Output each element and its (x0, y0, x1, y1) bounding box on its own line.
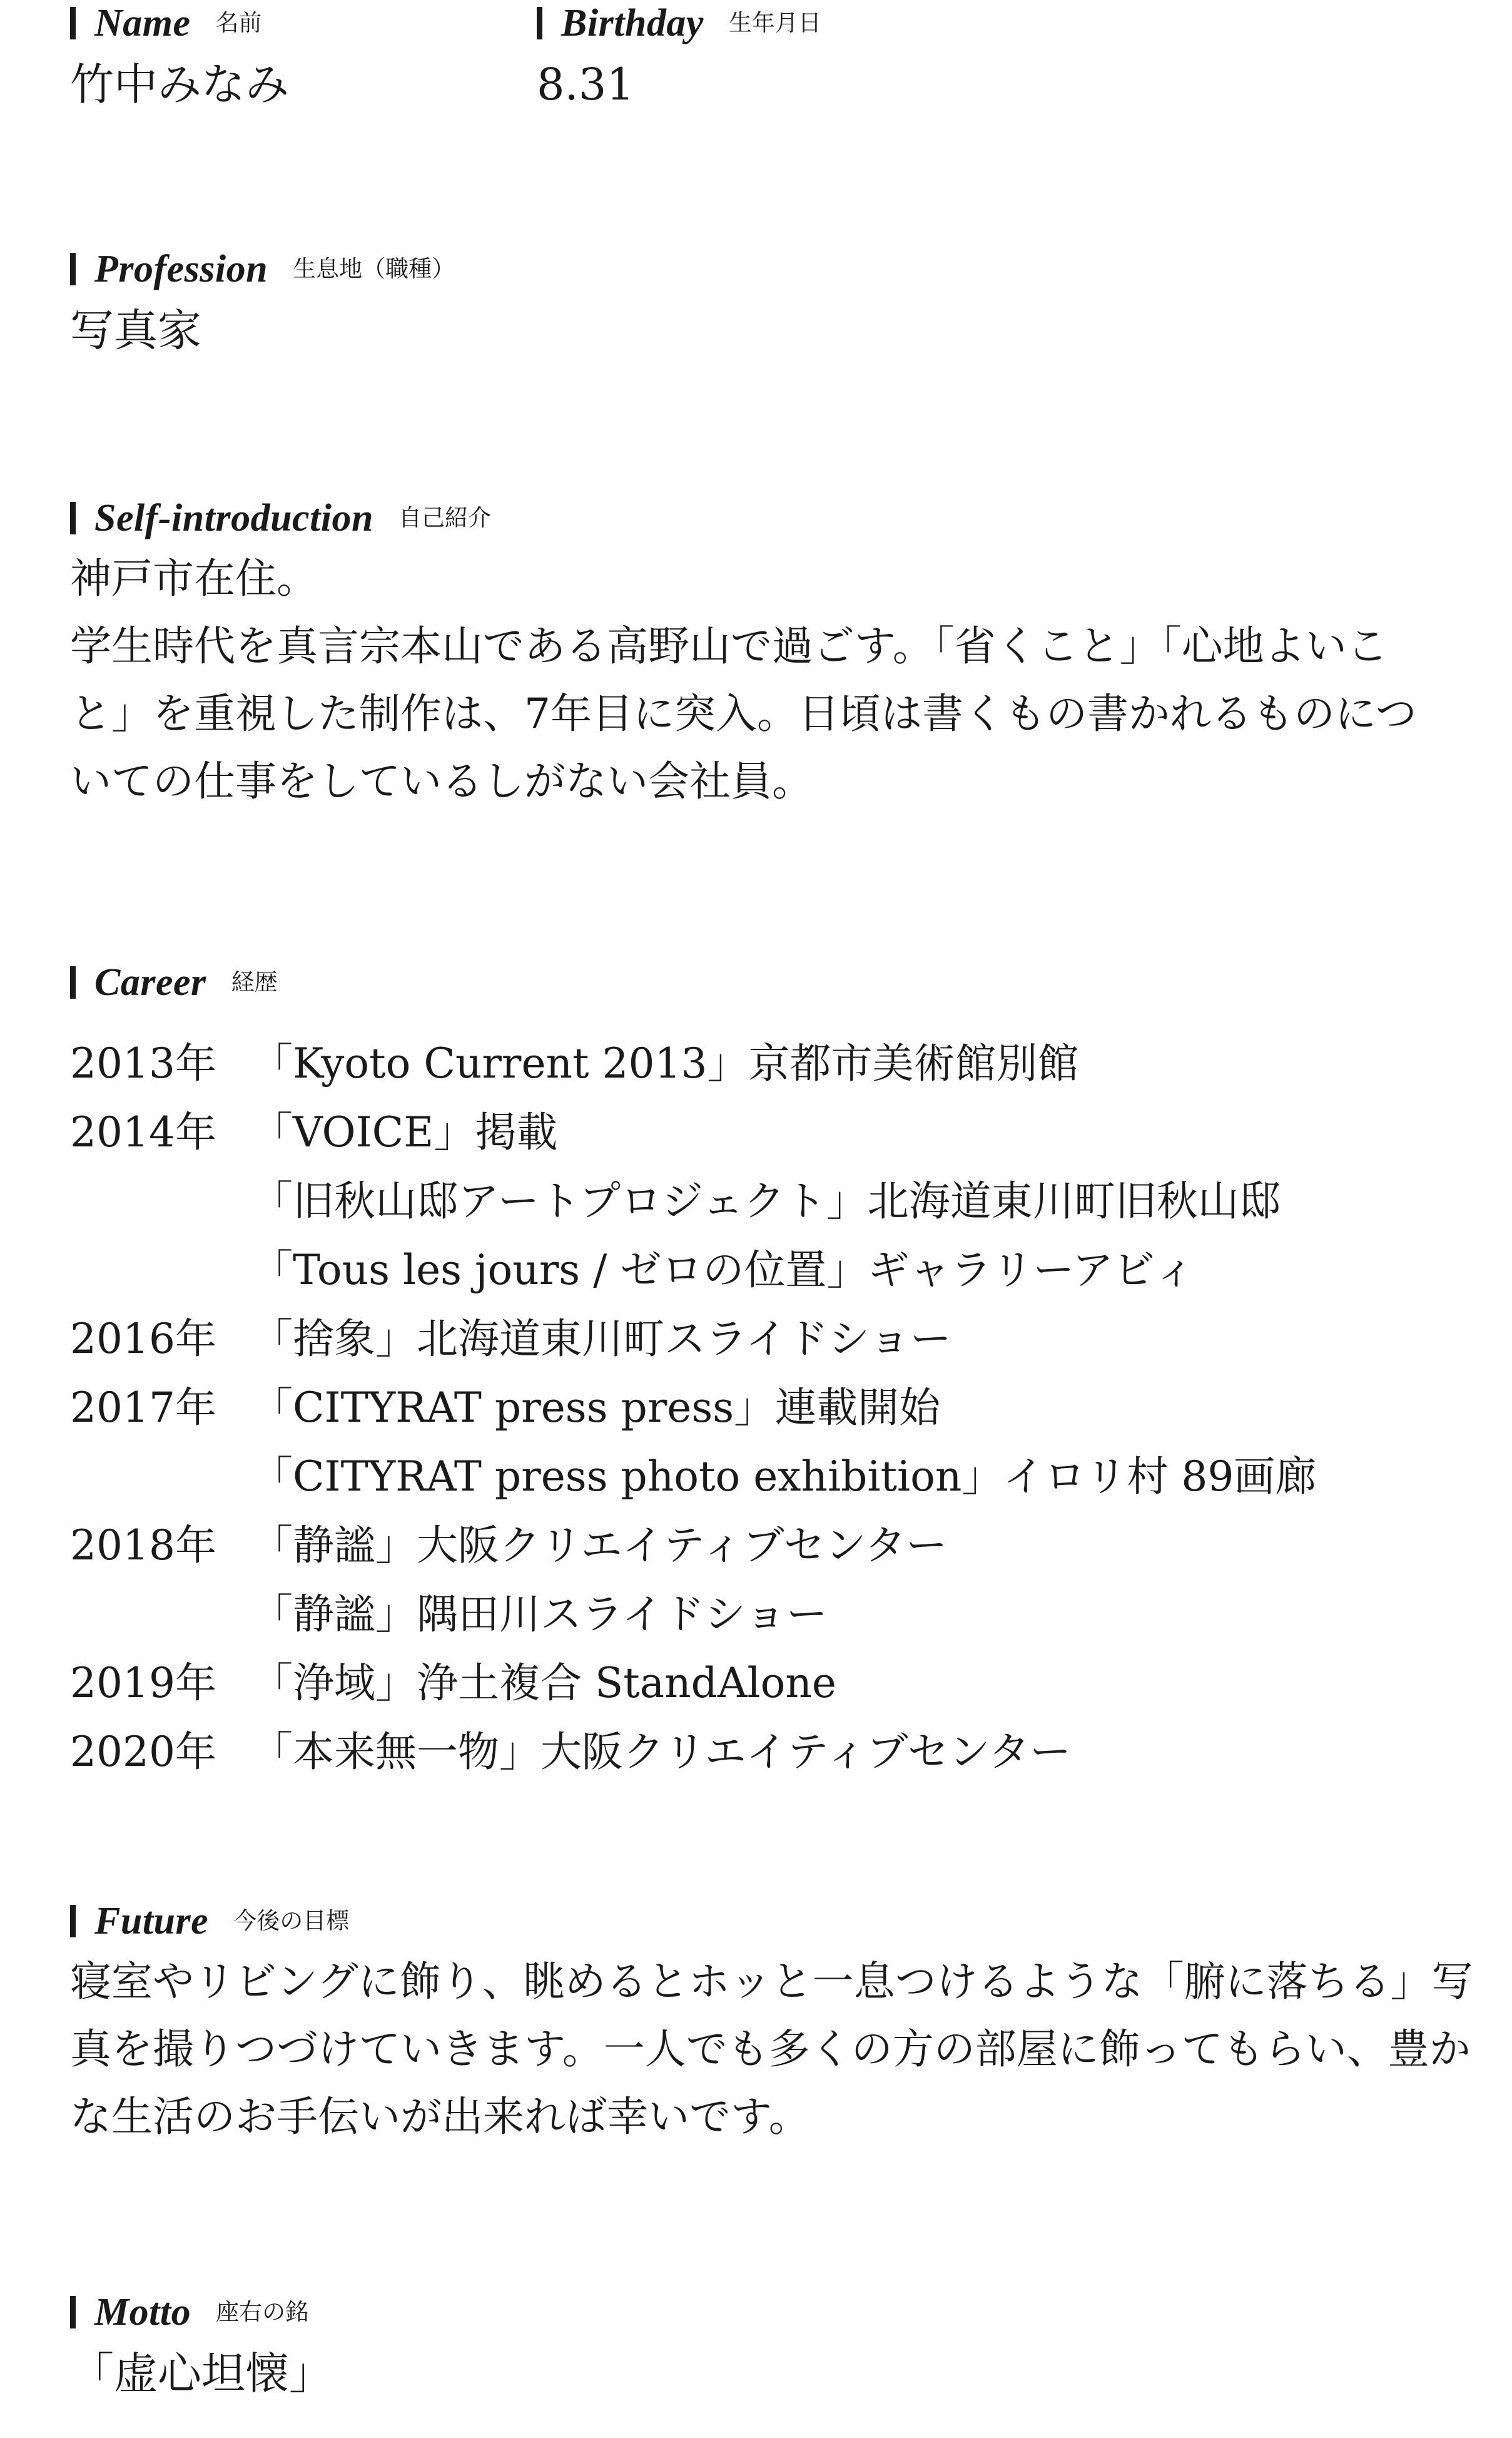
career-text: 「CITYRAT press press」連載開始 (251, 1384, 941, 1432)
birthday-label-jp: 生年月日 (728, 9, 821, 36)
future-label (70, 1899, 1509, 1943)
career-row (70, 1236, 1316, 1305)
self-intro-line: 学生時代を真言宗本山である高野山で過ごす。「省くこと」「心地よいこ (70, 622, 1388, 670)
career-year (70, 1442, 251, 1511)
label-bar (70, 2296, 76, 2328)
career-year (70, 1580, 251, 1649)
profession-label-jp: 生息地（職種） (293, 255, 455, 282)
future-section (70, 1899, 1509, 2151)
motto-section (70, 2290, 333, 2408)
career-year: 2018年 (70, 1521, 216, 1569)
profession-label (70, 247, 455, 291)
career-text: 「捨象」北海道東川町スライドショー (251, 1315, 951, 1363)
career-text: 「本来無一物」大阪クリエイティブセンター (251, 1728, 1072, 1776)
career-text: 「VOICE」掲載 (251, 1108, 558, 1156)
birthday-label (537, 1, 821, 45)
career-year: 2014年 (70, 1108, 216, 1156)
future-label-en: Future (94, 1899, 209, 1942)
career-row (70, 1580, 1316, 1649)
career-row (70, 1442, 1316, 1511)
career-label-jp: 経歴 (231, 969, 278, 996)
birthday-label-en: Birthday (561, 1, 704, 44)
career-text: 「Kyoto Current 2013」京都市美術館別館 (251, 1039, 1079, 1088)
future-line: な生活のお手伝いが出来れば幸いです。 (70, 2093, 810, 2141)
career-text: 「Tous les jours / ゼロの位置」ギャラリーアビィ (251, 1246, 1195, 1294)
career-year: 2013年 (70, 1039, 216, 1088)
motto-value: 「虚心坦懐」 (70, 2348, 333, 2399)
birthday-section (537, 1, 821, 119)
career-year: 2019年 (70, 1659, 216, 1707)
career-label (70, 961, 1316, 1004)
career-list (70, 1029, 1316, 1787)
name-value: 竹中みなみ (70, 59, 289, 110)
career-year (70, 1167, 251, 1236)
label-bar (70, 502, 76, 534)
career-row (70, 1029, 1316, 1098)
career-row (70, 1511, 1316, 1580)
career-row (70, 1374, 1316, 1442)
career-text: 「旧秋山邸アートプロジェクト」北海道東川町旧秋山邸 (251, 1177, 1281, 1225)
profession-value: 写真家 (70, 305, 201, 356)
motto-label (70, 2290, 333, 2334)
career-year: 2020年 (70, 1728, 216, 1776)
future-line: 真を撮りつづけていきます。一人でも多くの方の部屋に飾ってもらい、豊か (70, 2025, 1471, 2073)
birthday-value: 8.31 (537, 59, 634, 110)
self-intro-label (70, 496, 1509, 540)
self-intro-section (70, 496, 1509, 815)
career-year: 2017年 (70, 1384, 216, 1432)
career-text: 「静謐」隅田川スライドショー (251, 1590, 828, 1638)
motto-label-jp: 座右の銘 (216, 2298, 309, 2325)
name-label-en: Name (94, 1, 191, 44)
career-row (70, 1098, 1316, 1167)
career-year (70, 1236, 251, 1305)
label-bar (537, 7, 542, 39)
future-label-jp: 今後の目標 (233, 1907, 350, 1934)
label-bar (70, 966, 76, 999)
career-text: 「CITYRAT press photo exhibition」イロリ村 89画廊 (251, 1452, 1317, 1501)
career-year: 2016年 (70, 1315, 216, 1363)
career-row (70, 1649, 1316, 1718)
future-text (70, 1948, 1509, 2151)
future-line: 寝室やリビングに飾り、眺めるとホッと一息つけるような「腑に落ちる」写 (70, 1957, 1473, 2006)
motto-label-en: Motto (94, 2290, 191, 2333)
self-intro-line: いての仕事をしているしがない会社員。 (70, 757, 813, 805)
label-bar (70, 1905, 76, 1937)
name-label (70, 1, 289, 45)
career-section (70, 961, 1316, 1787)
career-row (70, 1305, 1316, 1374)
label-bar (70, 253, 76, 285)
profession-section (70, 247, 455, 365)
career-text: 「浄域」浄土複合 StandAlone (251, 1659, 836, 1707)
self-intro-line: 神戸市在住。 (70, 554, 318, 603)
name-label-jp: 名前 (215, 9, 262, 36)
career-row (70, 1167, 1316, 1236)
self-intro-label-jp: 自己紹介 (398, 504, 492, 531)
career-row (70, 1718, 1316, 1787)
label-bar (70, 7, 76, 39)
self-intro-line: と」を重視した制作は、7年目に突入。日頃は書くもの書かれるものにつ (70, 690, 1417, 738)
profession-label-en: Profession (94, 247, 268, 290)
name-section (70, 1, 289, 119)
career-text: 「静謐」大阪クリエイティブセンター (251, 1521, 948, 1569)
self-intro-label-en: Self-introduction (94, 496, 374, 539)
career-label-en: Career (94, 961, 206, 1004)
self-intro-text (70, 545, 1509, 815)
